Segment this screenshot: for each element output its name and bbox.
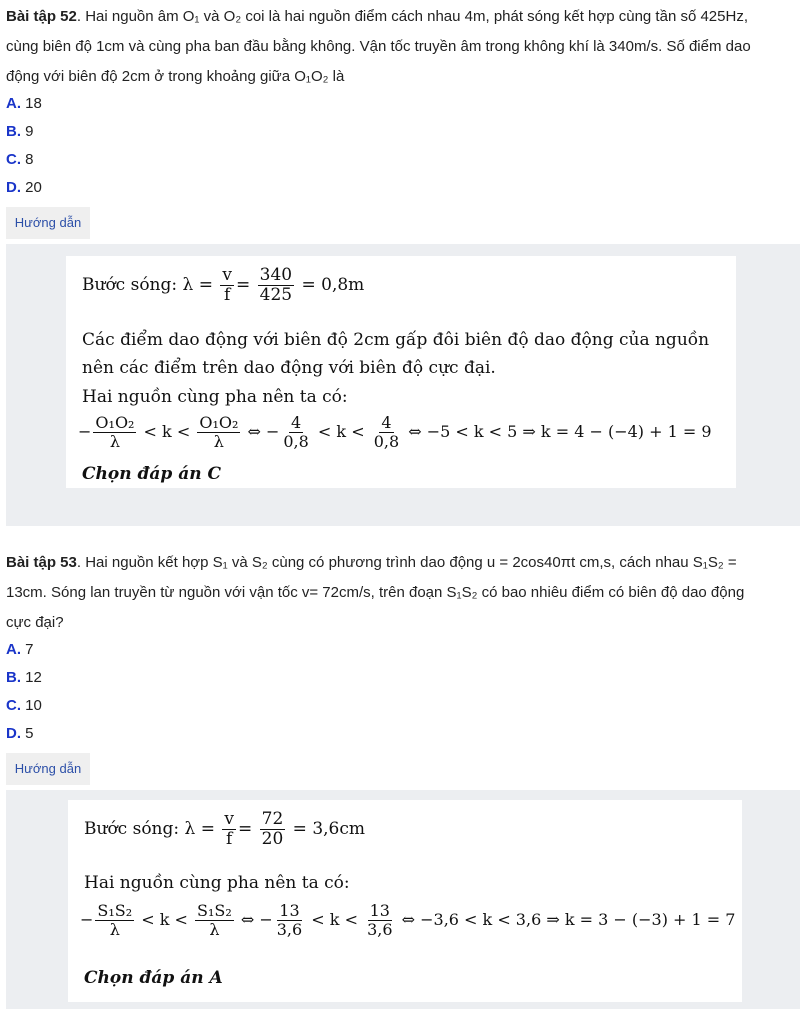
wavelength-line: Bước sóng: λ = $\frac{v}{f}$ = $\frac{72}{20}$ = 3,6cm [84, 809, 365, 849]
fraction: $\frac{13}{3,6}$ [276, 901, 303, 939]
option-c[interactable]: C. 8 [6, 151, 34, 168]
answer-line: Chọn đáp án A [84, 968, 223, 988]
solution-text-line: Các điểm dao động với biên độ 2cm gấp đôi biên độ dao động của nguồn [82, 330, 710, 350]
question-53 [6, 548, 796, 638]
fraction: $\frac{340}{425}$ [259, 265, 293, 305]
fraction: $\frac{\text{O₁O₂}}{\lambda}$ [199, 413, 239, 451]
fraction: $\frac{\text{S₁S₂}}{\lambda}$ [97, 901, 133, 939]
solution-text-line: Hai nguồn cùng pha nên ta có: [82, 387, 348, 407]
guide-toggle-button[interactable]: Hướng dẫn [6, 207, 90, 239]
solution-text-line: nên các điểm trên dao động với biên độ cực đại. [82, 358, 496, 378]
option-a[interactable]: A. 18 [6, 95, 42, 112]
option-b[interactable]: B. 12 [6, 669, 42, 686]
exercise-label: Bài tập 53 [6, 554, 77, 571]
fraction: $\frac{\text{S₁S₂}}{\lambda}$ [197, 901, 232, 939]
option-c[interactable]: C. 10 [6, 697, 42, 714]
wavelength-line: Bước sóng: λ = $\frac{v}{f}$ = $\frac{340}{425}$ = 0,8m [82, 265, 365, 305]
question-52 [6, 2, 796, 92]
fraction: $\frac{72}{20}$ [261, 809, 284, 849]
question-52-line-2: cùng biên độ 1cm và cùng pha ban đầu bằng không. Vận tốc truyền âm trong không khí là 340m/s. Số điểm dao [6, 38, 751, 55]
question-53-line-1: Bài tập 53. Hai nguồn kết hợp S₁ và S₂ cùng có phương trình dao động u = 2cos40πt cm,s, cách nhau S₁S₂ = [6, 554, 737, 571]
fraction: $\frac{v}{f}$ [222, 265, 232, 305]
solution-image [66, 256, 736, 488]
fraction: $\frac{4}{0,8}$ [373, 413, 400, 451]
solution-image [68, 800, 742, 1002]
question-52-line-1: Bài tập 52. Hai nguồn âm O₁ và O₂ coi là hai nguồn điểm cách nhau 4m, phát sóng kết hợp cùng tần số 425Hz, [6, 8, 748, 25]
option-d[interactable]: D. 20 [6, 179, 42, 196]
answer-line: Chọn đáp án C [82, 464, 222, 484]
option-d[interactable]: D. 5 [6, 725, 34, 742]
exercise-label: Bài tập 52 [6, 8, 77, 25]
option-a[interactable]: A. 7 [6, 641, 34, 658]
option-b[interactable]: B. 9 [6, 123, 34, 140]
question-53-line-2: 13cm. Sóng lan truyền từ nguồn với vận tốc v= 72cm/s, trên đoạn S₁S₂ có bao nhiêu điểm có biên độ dao động [6, 584, 745, 601]
solution-panel [6, 244, 800, 526]
question-52-line-3: động với biên độ 2cm ở trong khoảng giữa O₁O₂ là [6, 68, 345, 85]
guide-toggle-button[interactable]: Hướng dẫn [6, 753, 90, 785]
fraction: $\frac{v}{f}$ [224, 809, 234, 849]
fraction: $\frac{13}{3,6}$ [367, 901, 393, 939]
solution-panel [6, 790, 800, 1009]
question-53-line-3: cực đại? [6, 614, 64, 631]
fraction: $\frac{4}{0,8}$ [283, 413, 309, 451]
solution-text-line: Hai nguồn cùng pha nên ta có: [84, 873, 350, 893]
fraction: $\frac{\text{O₁O₂}}{\lambda}$ [95, 413, 135, 451]
inequality-line: − $\frac{\text{S₁S₂}}{\lambda}$ < k < $\frac{\text{S₁S₂}}{\lambda}$ ⇔ − $\frac{13}{3,6}$ < k < $\frac{13}{3,6}$ ⇔ −3,6 < k < 3,6 ⇒ k = 3 − (−3) + 1 = 7 [80, 901, 736, 939]
inequality-line: − $\frac{\text{O₁O₂}}{\lambda}$ < k < $\frac{\text{O₁O₂}}{\lambda}$ ⇔ − $\frac{4}{0,8}$ < k < $\frac{4}{0,8}$ ⇔ −5 < k < 5 ⇒ k = 4 − (−4) + 1 = 9 [78, 413, 712, 451]
